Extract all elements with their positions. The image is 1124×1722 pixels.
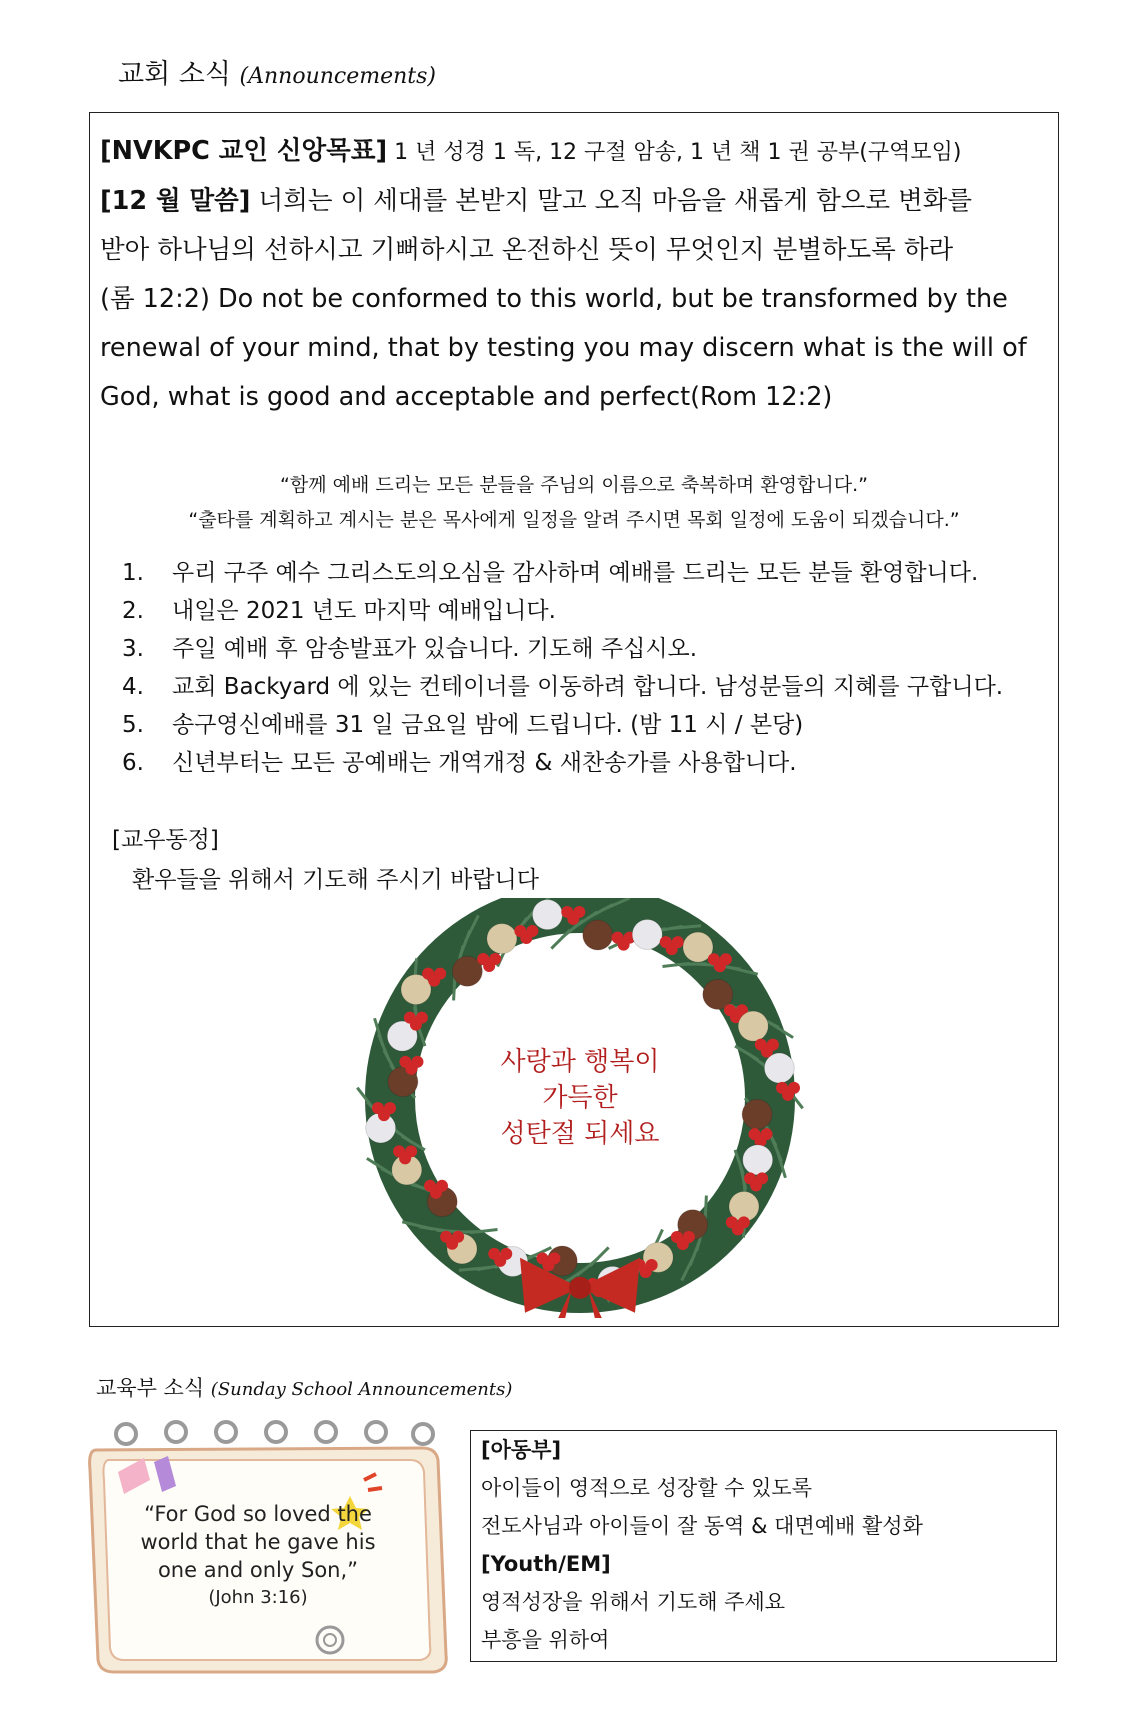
faith-goal-label: [NVKPC 교인 신앙목표] xyxy=(100,136,388,166)
card-line1: “For God so loved the xyxy=(144,1502,372,1526)
wreath-ornament xyxy=(764,1053,794,1083)
item-text: 우리 구주 예수 그리스도의오심을 감사하며 예배를 드리는 모든 분들 환영합니다. xyxy=(172,560,979,586)
wreath-ornament xyxy=(532,900,562,930)
list-item xyxy=(122,592,1052,630)
card-line2: world that he gave his xyxy=(140,1530,376,1554)
item-number: 1. xyxy=(122,560,144,586)
wreath-berry xyxy=(436,1180,448,1192)
wreath-ornament xyxy=(583,920,613,950)
announcements-box xyxy=(89,112,1059,1327)
wreath-berry xyxy=(434,968,446,980)
wreath-berry xyxy=(526,925,538,937)
wreath-ornament xyxy=(742,1099,772,1129)
wreath-ornament xyxy=(632,920,662,950)
children-heading: [아동부] xyxy=(481,1438,562,1462)
welcome-quotes xyxy=(90,468,1058,538)
youth-heading: [Youth/EM] xyxy=(481,1552,611,1576)
christmas-wreath-image xyxy=(280,898,860,1318)
verse-korean-line1: 너희는 이 세대를 본받지 말고 오직 마음을 새롭게 함으로 변화를 xyxy=(250,186,972,216)
prayer-heading: [교우동정] xyxy=(112,827,219,853)
item-number: 3. xyxy=(122,636,144,662)
faith-goal-line xyxy=(100,127,1045,177)
wreath-berry xyxy=(452,1231,464,1243)
item-text: 교회 Backyard 에 있는 컨테이너를 이동하려 합니다. 남성분들의 지혜를 구합니다. xyxy=(172,674,1004,700)
wreath-berry xyxy=(756,1172,768,1184)
verse-english-line3: God, what is good and acceptable and perfect(Rom 12:2) xyxy=(100,382,833,412)
december-verse-line xyxy=(100,177,1045,226)
faith-goal-text: 1 년 성경 1 독, 12 구절 암송, 1 년 책 1 권 공부(구역모임) xyxy=(387,140,962,165)
quote-line1: “함께 예배 드리는 모든 분들을 주님의 이름으로 축복하며 환영합니다.” xyxy=(280,474,868,496)
card-line3: one and only Son,” xyxy=(157,1558,359,1582)
wreath-berry xyxy=(384,1102,396,1114)
page-title xyxy=(118,52,436,91)
item-number: 4. xyxy=(122,674,144,700)
announcement-list xyxy=(122,554,1052,782)
wreath-berry xyxy=(738,1216,750,1228)
title-korean: 교회 소식 xyxy=(118,59,231,90)
december-verse-label: [12 월 말씀] xyxy=(100,186,251,216)
verse-english-line1: (롬 12:2) Do not be conformed to this world, but be transformed by the xyxy=(100,284,1008,314)
list-item xyxy=(122,706,1052,744)
wreath-ornament xyxy=(738,1011,768,1041)
wreath-text-line3: 성탄절 되세요 xyxy=(500,1119,660,1149)
card-reference: (John 3:16) xyxy=(208,1587,308,1608)
sunday-school-box xyxy=(470,1430,1057,1662)
wreath-berry xyxy=(788,1082,800,1094)
list-item xyxy=(122,668,1052,706)
children-line2: 전도사님과 아이들이 잘 동역 & 대면예배 활성화 xyxy=(481,1514,923,1538)
wreath-text-line2: 가득한 xyxy=(542,1083,618,1113)
wreath-berry xyxy=(416,1012,428,1024)
wreath-berry xyxy=(405,1145,417,1157)
wreath-berry xyxy=(720,953,732,965)
item-text: 내일은 2021 년도 마지막 예배입니다. xyxy=(172,598,556,624)
bow-knot xyxy=(569,1277,591,1299)
wreath-berry xyxy=(573,906,585,918)
wreath-berry xyxy=(683,1231,695,1243)
item-number: 6. xyxy=(122,750,144,776)
sunday-school-title xyxy=(96,1372,512,1402)
verse-block xyxy=(100,127,1045,422)
item-text: 송구영신예배를 31 일 금요일 밤에 드립니다. (밤 11 시 / 본당) xyxy=(172,712,804,738)
verse-english-line2: renewal of your mind, that by testing you may discern what is the will of xyxy=(100,333,1027,363)
prayer-text: 환우들을 위해서 기도해 주시기 바랍니다 xyxy=(132,867,539,893)
title-english: (Announcements) xyxy=(239,64,437,89)
list-item xyxy=(122,554,1052,592)
wreath-berry xyxy=(411,1056,423,1068)
quote-line2: “출타를 계획하고 계시는 분은 목사에게 일정을 알려 주시면 목회 일정에 도움이 되겠습니다.” xyxy=(188,509,960,531)
bible-verse-card xyxy=(118,1500,398,1612)
wreath-berry xyxy=(548,1252,560,1264)
item-text: 주일 예배 후 암송발표가 있습니다. 기도해 주십시오. xyxy=(172,636,698,662)
item-number: 5. xyxy=(122,712,144,738)
wreath-text-line1: 사랑과 행복이 xyxy=(500,1047,660,1077)
children-line1: 아이들이 영적으로 성장할 수 있도록 xyxy=(481,1476,812,1500)
school-title-korean: 교육부 소식 xyxy=(96,1376,205,1400)
youth-line2: 부흥을 위하여 xyxy=(481,1628,610,1652)
wreath-ornament xyxy=(487,924,517,954)
school-title-english: (Sunday School Announcements) xyxy=(210,1379,513,1400)
item-number: 2. xyxy=(122,598,144,624)
item-text: 신년부터는 모든 공예배는 개역개정 & 새찬송가를 사용합니다. xyxy=(172,750,797,776)
wreath-berry xyxy=(672,936,684,948)
youth-line1: 영적성장을 위해서 기도해 주세요 xyxy=(481,1590,786,1614)
verse-korean-line2: 받아 하나님의 선하시고 기뻐하시고 온전하신 뜻이 무엇인지 분별하도록 하라 xyxy=(100,235,954,265)
wreath-berry xyxy=(761,1128,773,1140)
wreath-berry xyxy=(500,1248,512,1260)
wreath-berry xyxy=(489,953,501,965)
wreath-berry xyxy=(767,1039,779,1051)
wreath-berry xyxy=(646,1259,658,1271)
list-item xyxy=(122,630,1052,668)
list-item xyxy=(122,744,1052,782)
wreath-ornament xyxy=(743,1145,773,1175)
